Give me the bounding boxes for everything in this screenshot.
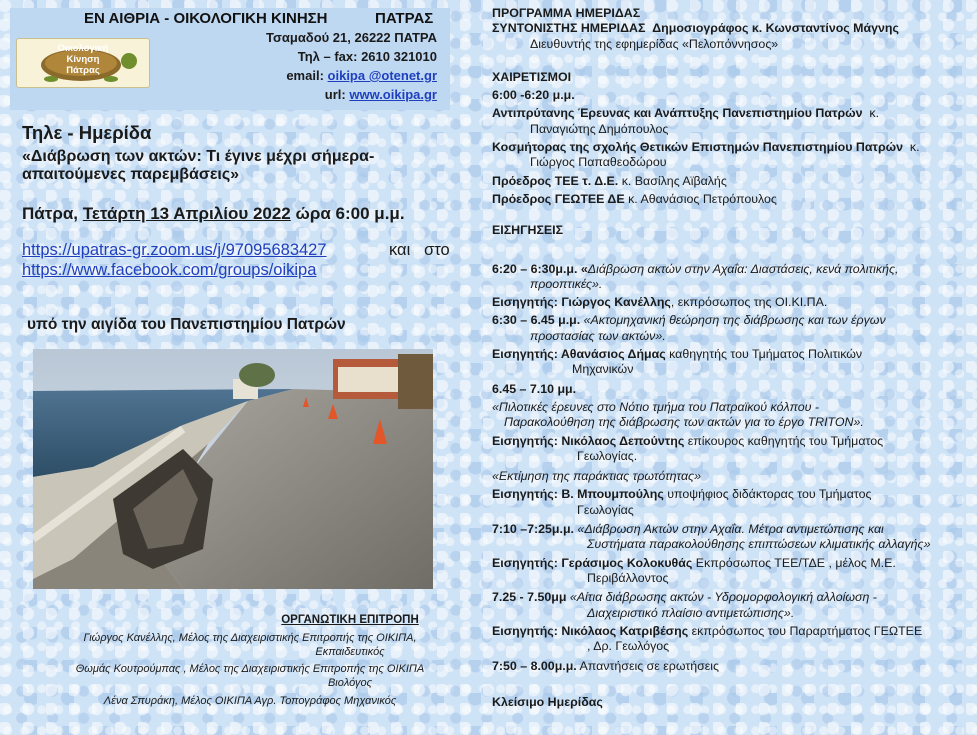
talk-4-speaker — [492, 487, 972, 502]
org-address: Τσαμαδού 21, 26222 ΠΑΤΡΑ — [266, 30, 437, 45]
greeting-1 — [492, 106, 972, 121]
event-type: Τηλε - Ημερίδα — [22, 122, 152, 143]
zoom-link[interactable]: https://upatras-gr.zoom.us/j/97095683427 — [22, 241, 327, 259]
coordinator-row — [492, 21, 972, 36]
facebook-link[interactable]: https://www.facebook.com/groups/oikipa — [22, 261, 317, 279]
closing: Κλείσιμο Ημερίδας — [492, 694, 603, 709]
talk-3-speaker — [492, 434, 972, 449]
talk-5-speaker-role-a: Εκπρόσωπος ΤΕΕ/ΤΔΕ , μέλος Μ.Ε. — [692, 555, 896, 570]
talk-4-speaker-role-a: υποψήφιος διδάκτορας του Τμήματος — [663, 487, 872, 502]
url-label: url: — [324, 87, 346, 102]
talk-5-speaker-name: Εισηγητής: Γεράσιμος Κολοκυθάς — [492, 555, 693, 570]
email-label: email: — [286, 68, 324, 83]
greeting-3-title: Πρόεδρος ΤΕΕ τ. Δ.Ε. — [492, 173, 619, 188]
talk-5-title-a: «Διάβρωση Ακτών στην Αχαΐα. Μέτρα αντιμετώπισης και — [573, 522, 884, 537]
talk-2-time: 6:30 – 6.45 μ.μ. — [492, 313, 581, 328]
coordinator-role: Διευθυντής της εφημερίδας «Πελοπόννησος» — [530, 36, 779, 51]
greeting-3 — [492, 174, 972, 189]
talk-3-speaker-name: Εισηγητής: Νικόλαος Δεπούντης — [492, 433, 685, 448]
greeting-2-k: κ. — [909, 140, 920, 155]
talk-2-title-b: προστασίας των ακτών». — [530, 328, 666, 343]
talk-1-time: 6:20 – 6:30μ.μ. « — [492, 261, 588, 276]
talk-2-speaker-name: Εισηγητής: Αθανάσιος Δήμας — [492, 347, 666, 362]
talk-5-time: 7:10 –7:25μ.μ. — [492, 522, 574, 537]
greeting-3-name: κ. Βασίλης Αϊβαλής — [621, 173, 727, 188]
greeting-1-title: Αντιπρύτανης Έρευνας και Ανάπτυξης Πανεπιστημίου Πατρών — [492, 106, 863, 121]
talk-6-title-b: Διαχειριστικό πλαίσιο αντιμετώπισης». — [587, 605, 795, 620]
talk-6 — [492, 590, 972, 605]
talk-6-time: 7.25 - 7.50μμ — [492, 590, 567, 605]
talks-heading: ΕΙΣΗΓΗΣΕΙΣ — [492, 223, 564, 238]
talk-2 — [492, 313, 972, 328]
talk-4-title: «Εκτίμηση της παράκτιας τρωτότητας» — [492, 469, 701, 484]
committee-line-5: Λένα Σπυράκη, Μέλος ΟΙΚΙΠΑ Αγρ. Τοπογράφος Μηχανικός — [103, 695, 397, 707]
talk-5-speaker — [492, 556, 972, 571]
committee-line-4: Βιολόγος — [327, 677, 373, 689]
talk-6-speaker-name: Εισηγητής: Νικόλαος Κατριβέσης — [492, 623, 689, 638]
talk-1 — [492, 262, 972, 277]
talk-2-speaker — [492, 347, 972, 362]
greeting-1-k: κ. — [869, 106, 880, 121]
talk-4-speaker-name: Εισηγητής: Β. Μπουμπούλης — [492, 487, 664, 502]
date-time: ώρα 6:00 μ.μ. — [290, 204, 405, 223]
greeting-1-name: Παναγιώτης Δημόπουλος — [530, 121, 669, 136]
committee-title: ΟΡΓΑΝΩΤΙΚΗ ΕΠΙΤΡΟΠΗ — [281, 614, 419, 626]
greeting-4 — [492, 192, 972, 207]
talk-3-time: 6.45 – 7.10 μμ. — [492, 381, 577, 396]
talk-3-title-a: «Πιλοτικές έρευνες στο Νότιο τμήμα του Πατραϊκού κόλπου - — [492, 399, 819, 414]
greeting-2 — [492, 140, 972, 155]
date-day: Τετάρτη 13 Απριλίου 2022 — [82, 204, 291, 223]
org-phone: Τηλ – fax: 2610 321010 — [297, 49, 437, 64]
talk-5-speaker-role-b: Περιβάλλοντος — [587, 570, 669, 585]
qa-time: 7:50 – 8.00μ.μ. — [492, 659, 577, 674]
org-logo — [16, 38, 150, 88]
talk-2-title-a: «Ακτομηχανική θεώρηση της διάβρωσης και των έργων — [580, 313, 886, 328]
talk-6-speaker-role-b: , Δρ. Γεωλόγος — [587, 639, 670, 654]
committee-line-2: Εκπαιδευτικός — [315, 646, 385, 658]
org-url-row — [325, 87, 437, 102]
logo-line-2: Κίνηση — [66, 54, 100, 65]
talk-2-speaker-role-a: καθηγητής του Τμήματος Πολιτικών — [665, 347, 863, 362]
org-name: ΕΝ ΑΙΘΡΙΑ - ΟΙΚΟΛΟΓΙΚΗ ΚΙΝΗΣΗ — [84, 10, 328, 27]
date-city: Πάτρα, — [22, 204, 83, 223]
greeting-4-title: Πρόεδρος ΓΕΩΤΕΕ ΔΕ — [492, 191, 625, 206]
talk-3-speaker-role-b: Γεωλογίας. — [577, 448, 638, 463]
and-text: και στο — [389, 241, 450, 259]
website-link[interactable]: www.oikipa.gr — [349, 87, 437, 102]
event-date — [22, 204, 405, 224]
logo-line-3: Πάτρας — [66, 65, 100, 76]
aegis-text: υπό την αιγίδα του Πανεπιστημίου Πατρών — [27, 316, 346, 333]
event-title-line2: απαιτούμενες παρεμβάσεις» — [22, 166, 240, 183]
greetings-heading: ΧΑΙΡΕΤΙΣΜΟΙ — [492, 69, 572, 84]
org-city: ΠΑΤΡΑΣ — [375, 10, 434, 27]
committee-list — [30, 631, 470, 708]
talk-1-title-a: Διάβρωση ακτών στην Αχαΐα: Διαστάσεις, κενά πολιτικής, — [587, 261, 899, 276]
talk-1-speaker-name: Εισηγητής: Γιώργος Κανέλλης — [492, 295, 671, 310]
greetings-time: 6:00 -6:20 μ.μ. — [492, 88, 575, 103]
talk-6-speaker-role-a: εκπρόσωπος του Παραρτήματος ΓΕΩΤΕΕ — [688, 623, 923, 638]
talk-6-speaker — [492, 624, 972, 639]
greeting-4-name: κ. Αθανάσιος Πετρόπουλος — [628, 191, 777, 206]
talk-6-title-a: «Αίτια διάβρωσης ακτών - Υδρομορφολογική αλλοίωση - — [566, 590, 877, 605]
committee-line-1: Γιώργος Κανέλλης, Μέλος της Διαχειριστικής Επιτροπής της ΟΙΚΙΠΑ, — [83, 632, 417, 644]
qa-text: Απαντήσεις σε ερωτήσεις — [576, 659, 719, 674]
talk-1-title-b: προοπτικές». — [530, 276, 603, 291]
talk-3-speaker-role-a: επίκουρος καθηγητής του Τμήματος — [684, 433, 884, 448]
org-email-row — [286, 68, 437, 83]
talk-5-title-b: Συστήματα παρακολούθησης επιπτώσεων κλιματικής αλλαγής» — [587, 537, 931, 552]
talk-3-title-b: Παρακολούθηση της διάβρωσης των ακτών για το έργο TRITON». — [504, 415, 864, 430]
logo-line-1: Οικολογική — [57, 43, 109, 54]
talk-5 — [492, 522, 972, 537]
event-title-line1: «Διάβρωση των ακτών: Τι έγινε μέχρι σήμερα- — [22, 148, 375, 165]
coordinator-label: ΣΥΝΤΟΝΙΣΤΗΣ ΗΜΕΡΙΔΑΣ — [492, 21, 646, 36]
committee-line-3: Θωμάς Κουτρούμπας , Μέλος της Διαχειριστικής Επιτροπής της ΟΙΚΙΠΑ — [75, 663, 425, 675]
greeting-2-title: Κοσμήτορας της σχολής Θετικών Επιστημών Πανεπιστημίου Πατρών — [492, 140, 903, 155]
qa-row — [492, 659, 972, 674]
talk-4-speaker-role-b: Γεωλογίας — [577, 502, 634, 517]
email-link[interactable]: oikipa @otenet.gr — [327, 68, 437, 83]
program-column — [492, 6, 972, 710]
coordinator-name: Δημοσιογράφος κ. Κωνσταντίνος Μάγνης — [652, 21, 899, 36]
talk-1-speaker-role: , εκπρόσωπος της ΟΙ.ΚΙ.ΠΑ. — [670, 295, 828, 310]
eroded-coast-photo — [33, 349, 433, 589]
talk-1-speaker — [492, 295, 972, 310]
talk-2-speaker-role-b: Μηχανικών — [572, 362, 634, 377]
program-heading: ΠΡΟΓΡΑΜΜΑ ΗΜΕΡΙΔΑΣ — [492, 6, 641, 20]
greeting-2-name: Γιώργος Παπαθεοδώρου — [530, 155, 667, 170]
